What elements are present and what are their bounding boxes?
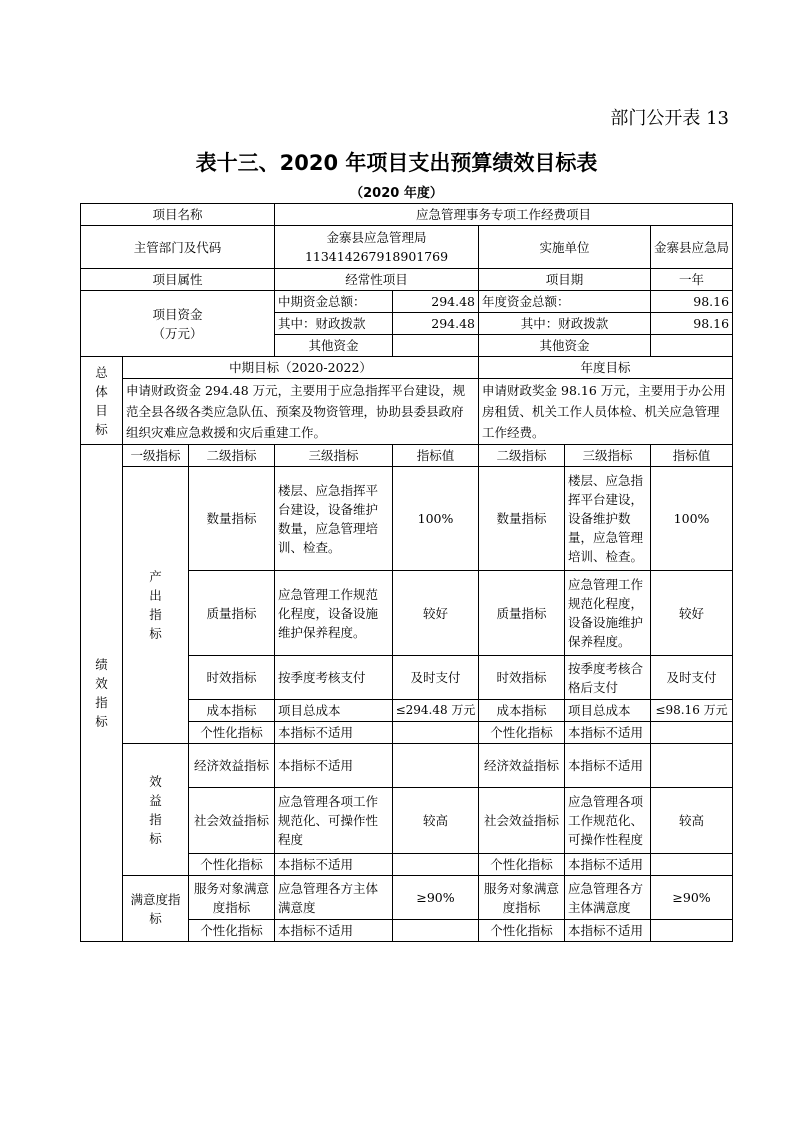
row-satis-custom-l3: 本指标不适用 — [275, 920, 393, 942]
project-name-label: 项目名称 — [81, 204, 275, 226]
row-timeliness-l3: 按季度考核支付 — [275, 656, 393, 700]
header-value-year: 指标值 — [651, 445, 733, 467]
row-economic-l3: 本指标不适用 — [275, 744, 393, 788]
project-attr-value: 经常性项目 — [275, 269, 479, 291]
row-output-custom-l3: 本指标不适用 — [275, 722, 393, 744]
row-social-l2-year: 社会效益指标 — [479, 788, 565, 854]
row-satisfaction-value: ≥90% — [393, 876, 479, 920]
row-benefit-custom-value-year — [651, 854, 733, 876]
row-social-value: 较高 — [393, 788, 479, 854]
mid-total-value: 294.48 — [393, 291, 479, 313]
row-benefit-custom-l2: 个性化指标 — [189, 854, 275, 876]
performance-target-table — [80, 203, 733, 942]
mid-other-value — [393, 335, 479, 357]
dept-value — [275, 226, 479, 269]
row-quantity-l3: 楼层、应急指挥平台建设，设备维护数量，应急管理培训、检查。 — [275, 467, 393, 571]
row-quality-l2-year: 质量指标 — [479, 571, 565, 656]
dept-name: 金寨县应急管理局 — [326, 230, 427, 245]
row-satisfaction-value-year: ≥90% — [651, 876, 733, 920]
mid-fin-value: 294.48 — [393, 313, 479, 335]
row-quality-l3-year: 应急管理工作规范化程度，设备设施维护保养程度。 — [565, 571, 651, 656]
row-social-l3: 应急管理各项工作规范化、可操作性程度 — [275, 788, 393, 854]
row-output-custom-l2: 个性化指标 — [189, 722, 275, 744]
mid-fin-label: 其中：财政拨款 — [275, 313, 393, 335]
year-other-value — [651, 335, 733, 357]
header-level2: 二级指标 — [189, 445, 275, 467]
fund-unit: （万元） — [152, 325, 203, 341]
impl-unit-label: 实施单位 — [479, 226, 651, 269]
row-quantity-l2-year: 数量指标 — [479, 467, 565, 571]
row-quality-l3: 应急管理工作规范化程度，设备设施维护保养程度。 — [275, 571, 393, 656]
year-other-label: 其他资金 — [479, 335, 651, 357]
row-economic-value-year — [651, 744, 733, 788]
mid-goal-header: 中期目标（2020-2022） — [123, 357, 479, 379]
row-cost-l2: 成本指标 — [189, 700, 275, 722]
row-satisfaction-l3: 应急管理各方主体满意度 — [275, 876, 393, 920]
row-timeliness-l2: 时效指标 — [189, 656, 275, 700]
row-output-custom-value — [393, 722, 479, 744]
row-cost-l3-year: 项目总成本 — [565, 700, 651, 722]
row-quality-value: 较好 — [393, 571, 479, 656]
project-period-value: 一年 — [651, 269, 733, 291]
satisfaction-indicator-group: 满意度指标 — [123, 876, 189, 942]
row-benefit-custom-value — [393, 854, 479, 876]
row-output-custom-l3-year: 本指标不适用 — [565, 722, 651, 744]
year-fin-label: 其中：财政拨款 — [479, 313, 651, 335]
impl-unit-value: 金寨县应急局 — [651, 226, 733, 269]
project-period-label: 项目期 — [479, 269, 651, 291]
row-cost-value: ≤294.48 万元 — [393, 700, 479, 722]
row-social-l3-year: 应急管理各项工作规范化、可操作性程度 — [565, 788, 651, 854]
row-economic-l2: 经济效益指标 — [189, 744, 275, 788]
fund-label: 项目资金 — [152, 306, 203, 322]
row-quality-value-year: 较好 — [651, 571, 733, 656]
row-satis-custom-value — [393, 920, 479, 942]
row-timeliness-l3-year: 按季度考核合格后支付 — [565, 656, 651, 700]
row-social-l2: 社会效益指标 — [189, 788, 275, 854]
row-benefit-custom-l2-year: 个性化指标 — [479, 854, 565, 876]
mid-total-label: 中期资金总额： — [275, 291, 393, 313]
row-output-custom-value-year — [651, 722, 733, 744]
row-cost-l3: 项目总成本 — [275, 700, 393, 722]
header-level3: 三级指标 — [275, 445, 393, 467]
row-quantity-value-year: 100% — [651, 467, 733, 571]
row-benefit-custom-l3-year: 本指标不适用 — [565, 854, 651, 876]
project-attr-label: 项目属性 — [81, 269, 275, 291]
year-fin-value: 98.16 — [651, 313, 733, 335]
year-goal-header: 年度目标 — [479, 357, 733, 379]
header-level2-year: 二级指标 — [479, 445, 565, 467]
overall-goal-label: 总 体 目 标 — [81, 357, 123, 445]
row-timeliness-value: 及时支付 — [393, 656, 479, 700]
row-satis-custom-l2-year: 个性化指标 — [479, 920, 565, 942]
benefit-indicator-group: 效 益 指 标 — [123, 744, 189, 876]
row-satisfaction-l2-year: 服务对象满意度指标 — [479, 876, 565, 920]
header-level1: 一级指标 — [123, 445, 189, 467]
row-satis-custom-l3-year: 本指标不适用 — [565, 920, 651, 942]
year-subtitle: （2020 年度） — [350, 186, 443, 201]
row-quantity-value: 100% — [393, 467, 479, 571]
header-value: 指标值 — [393, 445, 479, 467]
page-title: 表十三、2020 年项目支出预算绩效目标表 — [195, 151, 598, 175]
row-benefit-custom-l3: 本指标不适用 — [275, 854, 393, 876]
mid-other-label: 其他资金 — [275, 335, 393, 357]
table-number: 部门公开表 13 — [610, 108, 729, 129]
row-output-custom-l2-year: 个性化指标 — [479, 722, 565, 744]
row-satis-custom-l2: 个性化指标 — [189, 920, 275, 942]
row-quantity-l3-year: 楼层、应急指挥平台建设，设备维护数量，应急管理培训、检查。 — [565, 467, 651, 571]
row-economic-value — [393, 744, 479, 788]
row-economic-l3-year: 本指标不适用 — [565, 744, 651, 788]
year-total-value: 98.16 — [651, 291, 733, 313]
header-level3-year: 三级指标 — [565, 445, 651, 467]
row-social-value-year: 较高 — [651, 788, 733, 854]
dept-label: 主管部门及代码 — [81, 226, 275, 269]
mid-goal-text: 申请财政资金 294.48 万元，主要用于应急指挥平台建设，规范全县各级各类应急队伍、预案及物资管理，协助县委县政府组织灾难应急救援和灾后重建工作。 — [123, 379, 479, 445]
row-satisfaction-l3-year: 应急管理各方主体满意度 — [565, 876, 651, 920]
project-fund-label — [81, 291, 275, 357]
row-satisfaction-l2: 服务对象满意度指标 — [189, 876, 275, 920]
dept-code: 113414267918901769 — [304, 249, 449, 264]
row-economic-l2-year: 经济效益指标 — [479, 744, 565, 788]
output-indicator-group: 产 出 指 标 — [123, 467, 189, 744]
row-timeliness-value-year: 及时支付 — [651, 656, 733, 700]
row-satis-custom-value-year — [651, 920, 733, 942]
row-cost-l2-year: 成本指标 — [479, 700, 565, 722]
year-total-label: 年度资金总额： — [479, 291, 651, 313]
project-name-value: 应急管理事务专项工作经费项目 — [275, 204, 733, 226]
year-goal-text: 申请财政奖金 98.16 万元，主要用于办公用房租赁、机关工作人员体检、机关应急管理工作经费。 — [479, 379, 733, 445]
row-quantity-l2: 数量指标 — [189, 467, 275, 571]
perf-indicator-label: 绩 效 指 标 — [81, 445, 123, 942]
row-timeliness-l2-year: 时效指标 — [479, 656, 565, 700]
row-quality-l2: 质量指标 — [189, 571, 275, 656]
row-cost-value-year: ≤98.16 万元 — [651, 700, 733, 722]
